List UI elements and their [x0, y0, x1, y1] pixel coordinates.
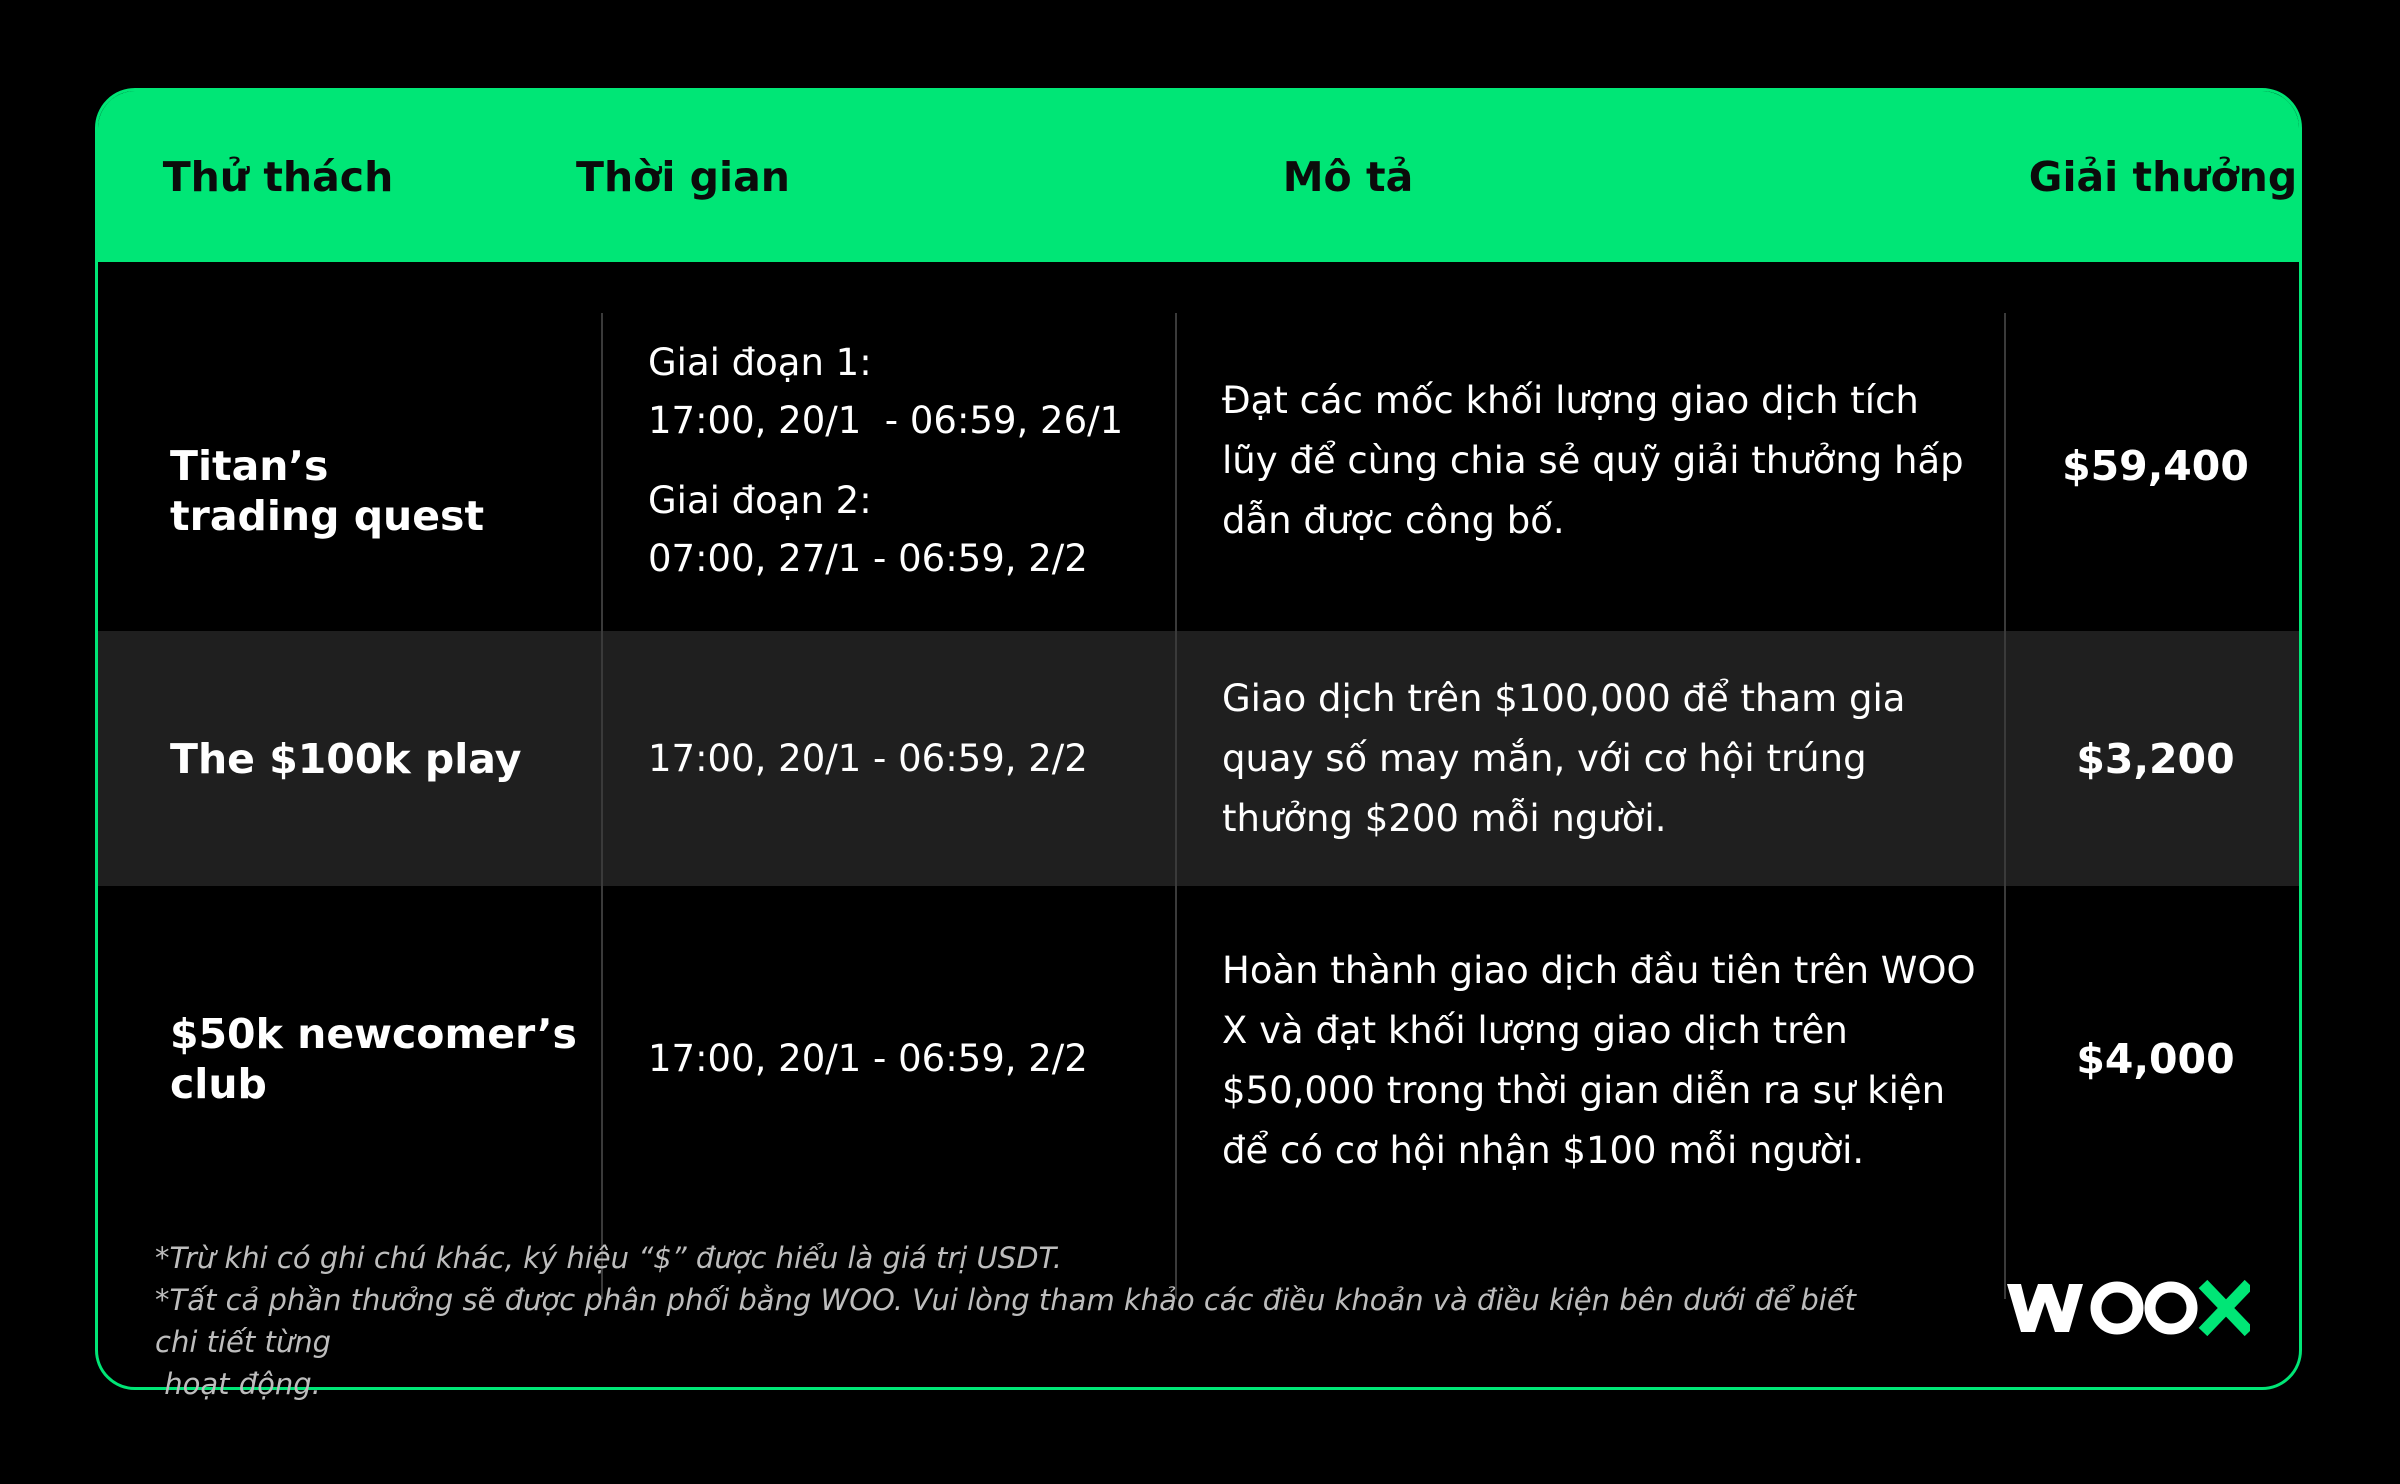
challenge-time: 17:00, 20/1 - 06:59, 2/2 — [648, 736, 1088, 780]
description-line: Hoàn thành giao dịch đầu tiên trên WOO — [1222, 949, 1976, 992]
phase-time: 17:00, 20/1 - 06:59, 26/1 — [648, 399, 1124, 442]
footnote-line: *Tất cả phần thưởng sẽ được phân phối bằng WOO. Vui lòng tham khảo các điều khoản và điều kiện bên dưới để biết chi tiết từng — [155, 1283, 1857, 1359]
challenge-name-line: Titan’s — [170, 442, 329, 490]
challenge-description — [1222, 296, 1992, 626]
challenge-time — [648, 296, 1168, 626]
table-header — [98, 91, 2299, 262]
challenge-prize: $59,400 — [2062, 442, 2249, 490]
description-line: thưởng $200 mỗi người. — [1222, 796, 1667, 840]
footnote — [155, 1237, 1895, 1405]
challenge-name: The $100k play — [170, 734, 522, 783]
challenge-name-line: $50k newcomer’s — [170, 1009, 577, 1058]
footnote-line: hoạt động. — [155, 1367, 321, 1401]
phase-label: Giai đoạn 2: — [648, 479, 872, 522]
column-divider — [601, 313, 603, 1299]
column-divider — [1175, 313, 1177, 1299]
challenge-name — [170, 391, 590, 591]
header-prize: Giải thưởng — [2028, 152, 2298, 201]
phase-time: 07:00, 27/1 - 06:59, 2/2 — [648, 537, 1088, 580]
description-line: lũy để cùng chia sẻ quỹ giải thưởng hấp — [1222, 439, 1964, 482]
description-line: Đạt các mốc khối lượng giao dịch tích — [1222, 379, 1919, 422]
header-time: Thời gian — [576, 152, 790, 201]
description-line: để có cơ hội nhận $100 mỗi người. — [1222, 1129, 1865, 1172]
challenge-time: 17:00, 20/1 - 06:59, 2/2 — [648, 1036, 1088, 1080]
challenge-name-line: club — [170, 1059, 267, 1108]
phase-label: Giai đoạn 1: — [648, 341, 872, 384]
description-line: X và đạt khối lượng giao dịch trên — [1222, 1009, 1848, 1052]
challenge-name — [170, 921, 600, 1196]
challenge-description — [1222, 631, 1992, 886]
challenge-description — [1222, 911, 2012, 1211]
description-line: dẫn được công bố. — [1222, 499, 1565, 542]
description-line: $50,000 trong thời gian diễn ra sự kiện — [1222, 1069, 1946, 1112]
header-challenge: Thử thách — [162, 152, 394, 201]
footnote-line: *Trừ khi có ghi chú khác, ký hiệu “$” được hiểu là giá trị USDT. — [155, 1241, 1063, 1275]
challenge-prize: $4,000 — [2076, 1034, 2235, 1083]
header-description: Mô tả — [1282, 152, 1414, 201]
description-line: quay số may mắn, với cơ hội trúng — [1222, 736, 1867, 780]
challenge-name-line: trading quest — [170, 492, 485, 540]
woox-logo — [2005, 1278, 2250, 1338]
challenge-prize: $3,200 — [2076, 734, 2235, 783]
challenge-table-card — [95, 88, 2302, 1390]
description-line: Giao dịch trên $100,000 để tham gia — [1222, 676, 1906, 720]
